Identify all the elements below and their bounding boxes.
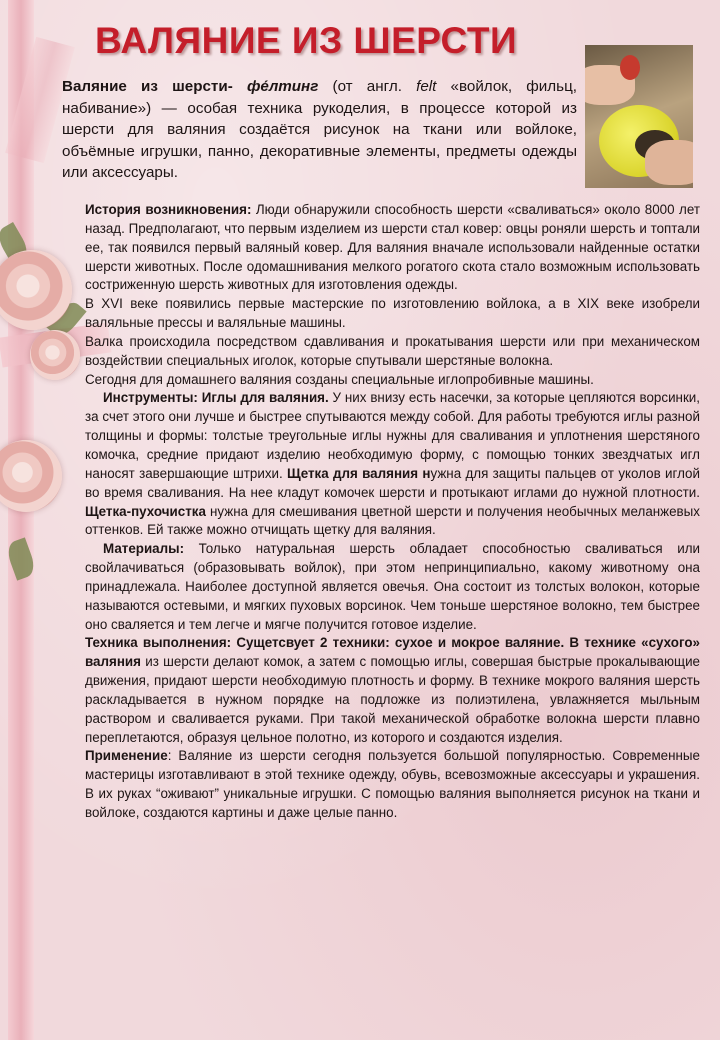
tools-text: ужна для защиты пальцев от уколов иглой во время сваливания. На нее кладут комочек шерсти и протыкают иглами до нужной плотности. <box>85 465 700 500</box>
rose-icon <box>30 330 80 380</box>
intro-text: (от англ. <box>318 78 417 95</box>
intro-text: «войлок, фильц, набивание») — особая техника рукоделия, в процессе которой из шерсти для валяния создаётся рисунок на ткани или войлоке, объёмные игрушки, панно, декоративные элементы, предметы одежды или аксессуары. <box>62 78 577 181</box>
tools-text: нужна для смешивания цветной шерсти и получения необычных меланжевых оттенков. Ей также можно отчищать щетку для валяния. <box>85 503 700 538</box>
intro-felt: felt <box>416 78 437 95</box>
materials-text: Только натуральная шерсть обладает способностью сваливаться или свойлачиваться (образовывать войлок), при этом непринципиально, какому животному она принадлежала. Наиболее доступной является овечья. Она состоит из толстых волокон, которые называются остевыми, и мягких пуховых ворсинок. Чем тоньше шерстяное волокно, тем быстрее оно сваляется и тем легче и мягче получится готовое изделие. <box>85 541 700 632</box>
materials-label: Материалы: <box>103 541 185 557</box>
page-title: ВАЛЯНИЕ ИЗ ШЕРСТИ <box>95 20 518 61</box>
fluff-brush-label: Щетка-пухочистка <box>85 503 206 519</box>
history-text: Люди обнаружили способность шерсти «сваливаться» около 8000 лет назад. Предполагают, что первым изделием из шерсти стал ковер: овцы роняли шерсть и топтали ее, так появился первый валяный ковер. Для валяния вначале использовали найденные остатки шерсти животных. После одомашнивания мелкого рогатого скота стало возможным использовать состриженную шерсть животных для изготовления одежды. <box>85 202 700 293</box>
tools-label: Инструменты: Иглы для валяния. <box>103 390 329 406</box>
felt-figure <box>620 55 640 80</box>
rose-icon <box>0 440 62 512</box>
intro-term-alt: фе́лтинг <box>246 78 319 95</box>
intro-paragraph <box>62 76 577 184</box>
xvi-paragraph: В XVI веке появились первые мастерские по изготовлению войлока, а в XIX веке изобрели валяльные прессы и валяльные машины. <box>85 296 700 331</box>
history-label: История возникновения: <box>85 202 252 217</box>
today-paragraph: Сегодня для домашнего валяния созданы специальные иглопробивные машины. <box>85 371 594 387</box>
brush-label: Щетка для валяния н <box>287 465 431 481</box>
history-paragraph <box>85 201 700 295</box>
usage-text: : Валяние из шерсти сегодня пользуется большой популярностью. Современные мастерицы изготавливают в этой технике одежду, обувь, всевозможные аксессуары и украшения. В их руках “оживают” уникальные игрушки. С помощью валяния выполняется рисунок на ткани и войлоке, создаются картины и даже целые панно. <box>85 748 700 820</box>
felting-photo <box>585 45 693 188</box>
valka-paragraph: Валка происходила посредством сдавливания и прокатывания шерсти или при механическом воздействии специальных иголок, которые спутывали шерстяные волокна. <box>85 333 700 368</box>
intro-term: Валяние из шерсти- <box>62 78 233 95</box>
tools-text: У них внизу есть насечки, за которые цепляются ворсинки, за счет этого они лучше и быстрее спутываются между собой. Для работы требуются иглы разной толщины и формы: толстые треугольные иглы нужны для сваливания и уплотнения шерстяного комочка, средние придают изделию необходимую форму, с помощью тонких звездчатых игл наносят завершающие штрихи. <box>85 390 700 481</box>
tools-paragraph <box>85 389 700 540</box>
technique-paragraph <box>85 634 700 747</box>
materials-paragraph <box>85 540 700 634</box>
hand-shape <box>645 140 693 185</box>
technique-label: Техника выполнения: Сущетсвует 2 техники: сухое и мокрое валяние. В технике «сухого» валяния <box>85 635 700 670</box>
article-body <box>85 201 700 823</box>
technique-text: из шерсти делают комок, а затем с помощью иглы, совершая быстрые прокалывающие движения, придают шерсти необходимую плотность и форму. В технике мокрого валяния шерсть раскладывается в нужном порядке на подложке из полиэтилена, увлажняется мыльным раствором и сваливается руками. При такой механической обработке волокна шерсти плавно переплетаются, образуя цельное полотно, из которого и создаются изделия. <box>85 654 700 745</box>
usage-label: Применение <box>85 748 168 764</box>
usage-paragraph <box>85 747 700 822</box>
